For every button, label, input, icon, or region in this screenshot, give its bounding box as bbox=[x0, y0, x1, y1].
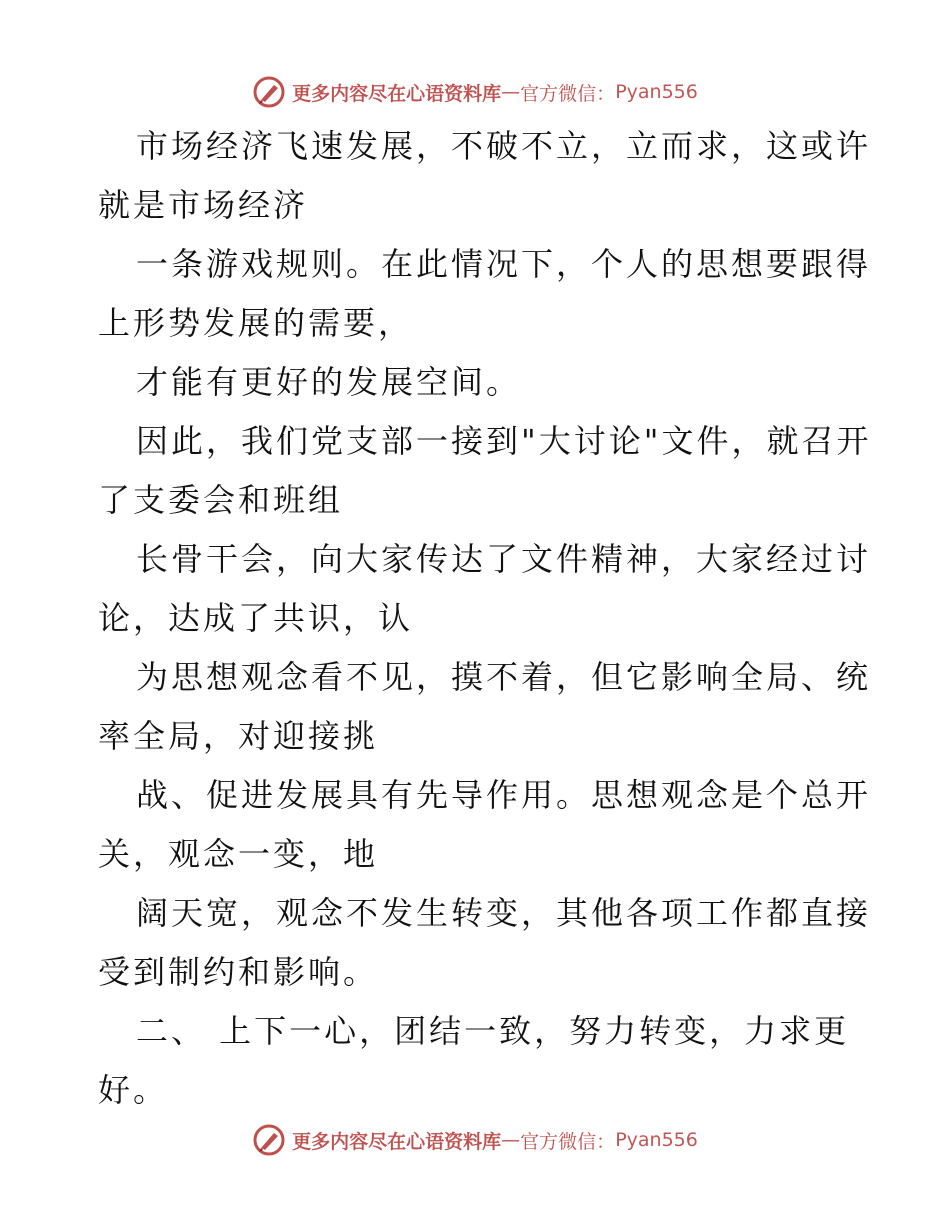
document-body bbox=[98, 117, 872, 1120]
paragraph-line: 阔天宽，观念不发生转变，其他各项工作都直接 bbox=[136, 894, 872, 932]
header-banner bbox=[0, 72, 950, 112]
paragraph-line: 关，观念一变，地 bbox=[98, 835, 379, 873]
header-separator: — bbox=[501, 81, 521, 103]
paragraph-line: 为思想观念看不见，摸不着，但它影响全局、统 bbox=[136, 658, 872, 696]
footer-wechat-id: Pyan556 bbox=[615, 1129, 698, 1151]
paragraph-line: 上形势发展的需要， bbox=[98, 304, 414, 342]
section-heading-line: 好。 bbox=[98, 1071, 169, 1109]
paragraph-line: 率全局，对迎接挑 bbox=[98, 717, 379, 755]
header-site-label: 更多内容尽在心语资料库 bbox=[292, 82, 502, 105]
footer-site-label: 更多内容尽在心语资料库 bbox=[292, 1130, 502, 1153]
footer-banner bbox=[0, 1120, 950, 1160]
paragraph-line: 战、促进发展具有先导作用。思想观念是个总开 bbox=[136, 776, 872, 814]
paragraph-line: 市场经济飞速发展，不破不立，立而求，这或许 bbox=[136, 127, 872, 165]
header-wechat-id: Pyan556 bbox=[615, 81, 698, 103]
footer-contact-label: 官方微信： bbox=[520, 1130, 616, 1153]
paragraph-line: 就是市场经济 bbox=[98, 186, 309, 224]
paragraph-line: 论，达成了共识，认 bbox=[98, 599, 414, 637]
header-contact-label: 官方微信： bbox=[520, 82, 616, 105]
pen-logo-icon bbox=[252, 1123, 286, 1157]
footer-separator: — bbox=[501, 1129, 521, 1151]
paragraph-line: 了支委会和班组 bbox=[98, 481, 344, 519]
pen-logo-icon bbox=[252, 75, 286, 109]
paragraph-line: 受到制约和影响。 bbox=[98, 953, 379, 991]
paragraph-line: 因此，我们党支部一接到"大讨论"文件，就召开 bbox=[136, 422, 872, 460]
section-heading-line: 二、 上下一心，团结一致，努力转变，力求更 bbox=[136, 1012, 850, 1050]
paragraph-line: 一条游戏规则。在此情况下，个人的思想要跟得 bbox=[136, 245, 872, 283]
paragraph-line: 才能有更好的发展空间。 bbox=[136, 363, 522, 401]
paragraph-line: 长骨干会，向大家传达了文件精神，大家经过讨 bbox=[136, 540, 872, 578]
